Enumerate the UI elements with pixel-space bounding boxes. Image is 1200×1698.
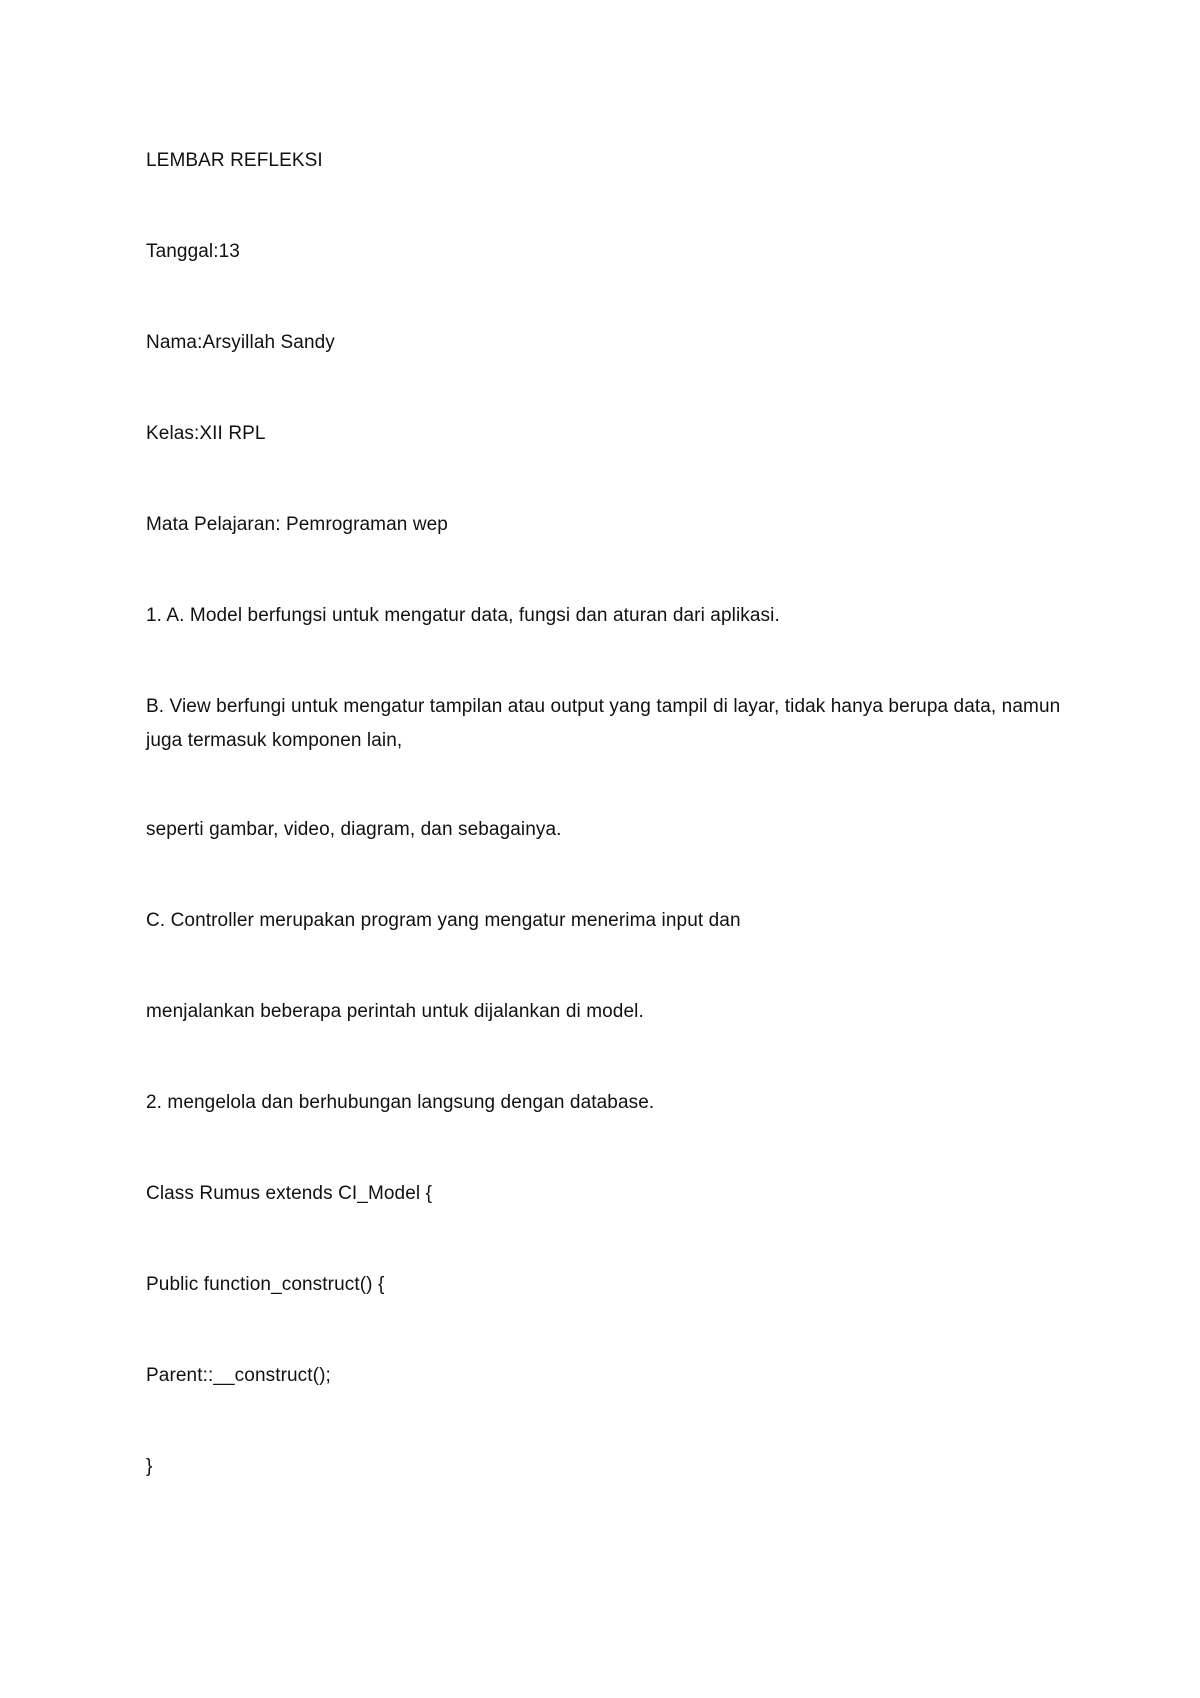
answer-1b: B. View berfungi untuk mengatur tampilan atau output yang tampil di layar, tidak hanya berupa data, namun juga termasuk komponen lain,: [146, 696, 1061, 751]
document-title: LEMBAR REFLEKSI: [146, 150, 323, 171]
answer-1b-continued: seperti gambar, video, diagram, dan sebagainya.: [146, 819, 562, 840]
class-field: Kelas:XII RPL: [146, 423, 266, 444]
answer-1c: C. Controller merupakan program yang mengatur menerima input dan: [146, 910, 741, 931]
code-line-2: Public function_construct() {: [146, 1274, 385, 1295]
code-line-3: Parent::__construct();: [146, 1365, 331, 1386]
date-field: Tanggal:13: [146, 241, 240, 262]
answer-2: 2. mengelola dan berhubungan langsung dengan database.: [146, 1092, 655, 1113]
answer-1c-continued: menjalankan beberapa perintah untuk dijalankan di model.: [146, 1001, 644, 1022]
answer-1a: 1. A. Model berfungsi untuk mengatur data, fungsi dan aturan dari aplikasi.: [146, 605, 780, 626]
name-field: Nama:Arsyillah Sandy: [146, 332, 335, 353]
subject-field: Mata Pelajaran: Pemrograman wep: [146, 514, 448, 535]
code-line-4: }: [146, 1456, 153, 1477]
code-line-1: Class Rumus extends CI_Model {: [146, 1183, 433, 1204]
